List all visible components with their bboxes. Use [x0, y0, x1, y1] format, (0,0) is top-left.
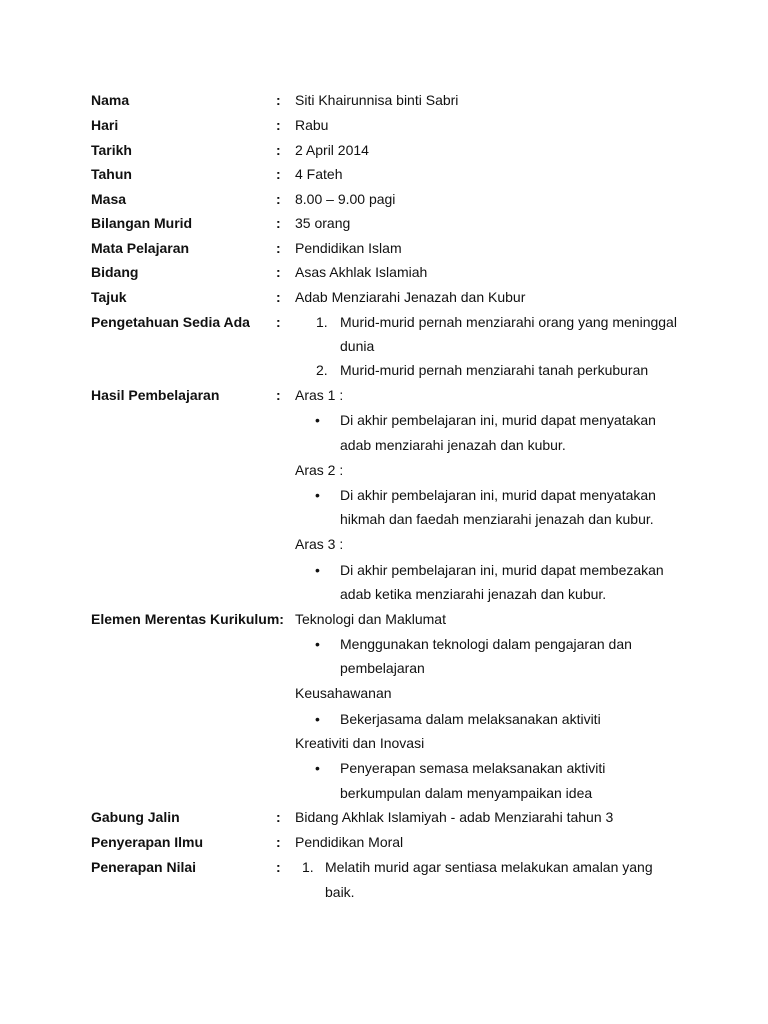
colon: : — [276, 834, 281, 850]
field-hari — [0, 115, 768, 135]
colon: : — [276, 191, 281, 207]
bullet-text: Penyerapan semasa melaksanakan aktiviti — [340, 760, 606, 776]
section-label: Elemen Merentas Kurikulum: — [91, 611, 284, 627]
field-label: Mata Pelajaran — [91, 240, 190, 256]
list-item-text-continued: baik. — [325, 884, 355, 900]
section-label: Penerapan Nilai — [91, 859, 197, 875]
field-bidang — [0, 262, 768, 282]
field-label: Bidang — [91, 264, 139, 280]
colon: : — [276, 117, 281, 133]
field-label: Nama — [91, 92, 130, 108]
field-label: Masa — [91, 191, 127, 207]
colon: : — [276, 142, 281, 158]
bullet-text-continued: berkumpulan dalam menyampaikan idea — [340, 785, 593, 801]
bullet-text: Di akhir pembelajaran ini, murid dapat membezakan — [340, 562, 664, 578]
field-value: Pendidikan Moral — [295, 834, 404, 850]
field-tahun — [0, 164, 768, 184]
field-gabung-jalin — [0, 807, 768, 827]
list-item-text-continued: dunia — [340, 338, 375, 354]
colon: : — [276, 314, 281, 330]
field-tarikh — [0, 140, 768, 160]
bullet-text: Menggunakan teknologi dalam pengajaran dan — [340, 636, 632, 652]
colon: : — [276, 215, 281, 231]
bullet-icon: • — [315, 562, 320, 578]
colon: : — [276, 264, 281, 280]
colon: : — [276, 859, 281, 875]
colon: : — [276, 289, 281, 305]
level-title: Aras 1 : — [295, 387, 344, 403]
group-title: Keusahawanan — [295, 685, 392, 701]
section-hasil-pembelajaran — [0, 385, 768, 405]
field-value: Siti Khairunnisa binti Sabri — [295, 92, 459, 108]
field-nama — [0, 90, 768, 110]
field-value: 2 April 2014 — [295, 142, 369, 158]
field-value: 35 orang — [295, 215, 351, 231]
section-elemen-merentas-kurikulum — [0, 609, 768, 629]
field-masa — [0, 189, 768, 209]
list-number: 2. — [316, 362, 328, 378]
colon: : — [276, 240, 281, 256]
group-title: Teknologi dan Maklumat — [295, 611, 446, 627]
list-item-text: Murid-murid pernah menziarahi orang yang meninggal — [340, 314, 677, 330]
bullet-icon: • — [315, 711, 320, 727]
field-value: Rabu — [295, 117, 329, 133]
colon: : — [276, 387, 281, 403]
field-tajuk — [0, 287, 768, 307]
section-label: Hasil Pembelajaran — [91, 387, 220, 403]
group-title: Kreativiti dan Inovasi — [295, 735, 425, 751]
field-value: 4 Fateh — [295, 166, 343, 182]
field-value: 8.00 – 9.00 pagi — [295, 191, 396, 207]
field-label: Tarikh — [91, 142, 132, 158]
colon: : — [276, 166, 281, 182]
list-number: 1. — [316, 314, 328, 330]
bullet-icon: • — [315, 636, 320, 652]
list-number: 1. — [302, 859, 314, 875]
field-value: Asas Akhlak Islamiah — [295, 264, 428, 280]
bullet-text: Bekerjasama dalam melaksanakan aktiviti — [340, 711, 601, 727]
colon: : — [276, 809, 281, 825]
field-value: Pendidikan Islam — [295, 240, 402, 256]
list-item-text: Melatih murid agar sentiasa melakukan amalan yang — [325, 859, 653, 875]
field-label: Gabung Jalin — [91, 809, 180, 825]
bullet-icon: • — [315, 412, 320, 428]
bullet-text-continued: adab ketika menziarahi jenazah dan kubur. — [340, 586, 607, 602]
section-penerapan-nilai — [0, 857, 768, 877]
colon: : — [276, 92, 281, 108]
section-label: Pengetahuan Sedia Ada — [91, 314, 250, 330]
bullet-text-continued: adab menziarahi jenazah dan kubur. — [340, 437, 566, 453]
bullet-icon: • — [315, 760, 320, 776]
field-label: Tajuk — [91, 289, 127, 305]
bullet-text: Di akhir pembelajaran ini, murid dapat menyatakan — [340, 487, 656, 503]
level-title: Aras 3 : — [295, 536, 344, 552]
section-pengetahuan — [0, 312, 768, 332]
level-title: Aras 2 : — [295, 462, 344, 478]
bullet-text: Di akhir pembelajaran ini, murid dapat menyatakan — [340, 412, 656, 428]
field-label: Bilangan Murid — [91, 215, 193, 231]
field-mata-pelajaran — [0, 238, 768, 258]
field-penyerapan-ilmu — [0, 832, 768, 852]
bullet-text-continued: hikmah dan faedah menziarahi jenazah dan kubur. — [340, 511, 654, 527]
bullet-text-continued: pembelajaran — [340, 660, 425, 676]
field-label: Penyerapan Ilmu — [91, 834, 204, 850]
list-item-text: Murid-murid pernah menziarahi tanah perkuburan — [340, 362, 649, 378]
bullet-icon: • — [315, 487, 320, 503]
field-value: Bidang Akhlak Islamiyah - adab Menziarahi tahun 3 — [295, 809, 614, 825]
field-value: Adab Menziarahi Jenazah dan Kubur — [295, 289, 526, 305]
field-label: Tahun — [91, 166, 132, 182]
field-bilangan-murid — [0, 213, 768, 233]
field-label: Hari — [91, 117, 119, 133]
